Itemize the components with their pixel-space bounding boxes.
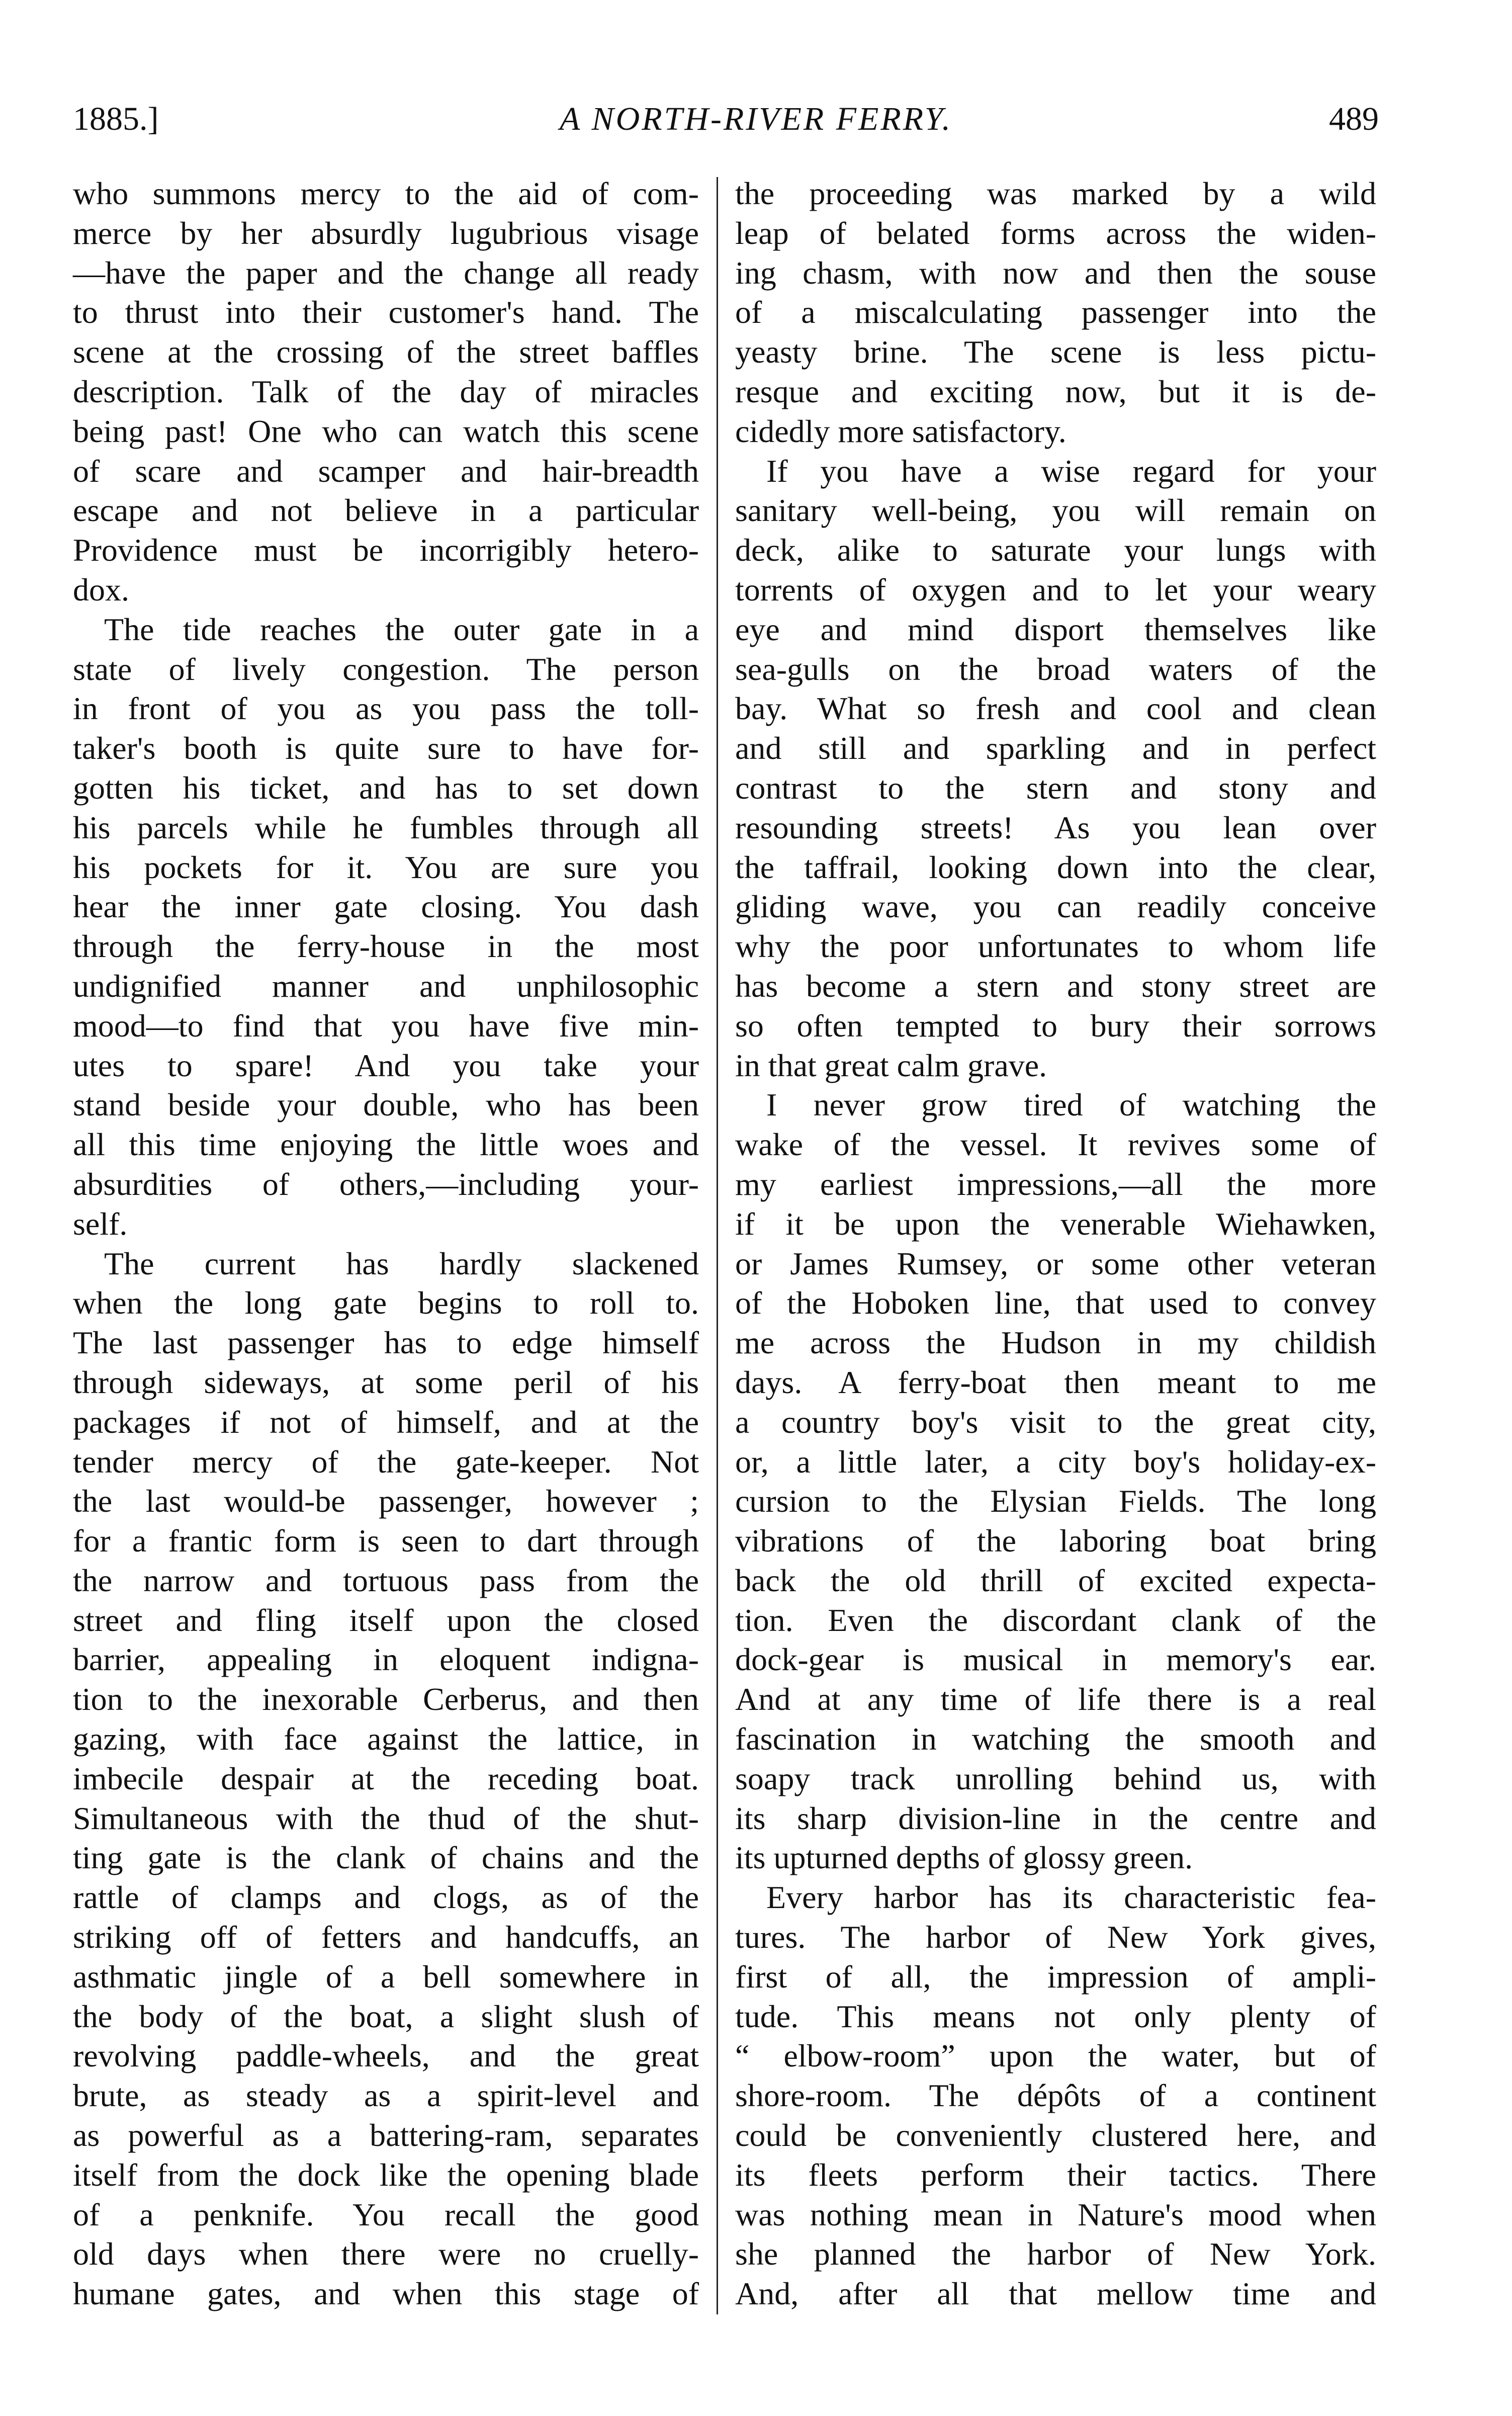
text-line: imbecile despair at the receding boat. bbox=[73, 1760, 699, 1796]
text-line: his pockets for it. You are sure you bbox=[73, 849, 699, 885]
text-line: back the old thrill of excited expecta- bbox=[735, 1562, 1376, 1598]
text-line: gazing, with face against the lattice, in bbox=[73, 1721, 699, 1757]
text-line: scene at the crossing of the street baffles bbox=[73, 334, 699, 370]
text-line: resque and exciting now, but it is de- bbox=[735, 373, 1376, 409]
text-line: days. A ferry-boat then meant to me bbox=[735, 1364, 1376, 1400]
text-line: my earliest impressions,—all the more bbox=[735, 1166, 1376, 1202]
text-line: who summons mercy to the aid of com- bbox=[73, 176, 699, 211]
text-line: striking off of fetters and handcuffs, an bbox=[73, 1919, 699, 1955]
text-line: first of all, the impression of ampli- bbox=[735, 1958, 1376, 1995]
text-line: gliding wave, you can readily conceive bbox=[735, 889, 1376, 925]
text-line: I never grow tired of watching the bbox=[766, 1087, 1376, 1123]
text-line: of scare and scamper and hair-breadth bbox=[73, 453, 699, 489]
text-line: street and fling itself upon the closed bbox=[73, 1602, 699, 1638]
text-line: The current has hardly slackened bbox=[104, 1245, 699, 1281]
text-line: sanitary well-being, you will remain on bbox=[735, 492, 1376, 529]
text-line: tender mercy of the gate-keeper. Not bbox=[73, 1443, 699, 1480]
text-line: undignified manner and unphilosophic bbox=[73, 968, 699, 1004]
text-line: If you have a wise regard for your bbox=[766, 453, 1376, 489]
text-line: hear the inner gate closing. You dash bbox=[73, 889, 699, 925]
text-line: wake of the vessel. It revives some of bbox=[735, 1127, 1376, 1163]
text-line: sea-gulls on the broad waters of the bbox=[735, 651, 1376, 687]
text-line: she planned the harbor of New York. bbox=[735, 2236, 1376, 2272]
text-line: the taffrail, looking down into the clear, bbox=[735, 849, 1376, 885]
text-line: self. bbox=[73, 1205, 128, 1242]
text-line: utes to spare! And you take your bbox=[73, 1047, 699, 1083]
text-line: deck, alike to saturate your lungs with bbox=[735, 532, 1376, 568]
text-line: absurdities of others,—including your- bbox=[73, 1166, 699, 1202]
text-line: eye and mind disport themselves like bbox=[735, 611, 1376, 647]
text-line: And, after all that mellow time and bbox=[735, 2276, 1376, 2312]
text-line: —have the paper and the change all ready bbox=[73, 254, 699, 291]
text-line: so often tempted to bury their sorrows bbox=[735, 1007, 1376, 1044]
text-line: The last passenger has to edge himself bbox=[73, 1325, 699, 1361]
text-line: and still and sparkling and in perfect bbox=[735, 730, 1376, 766]
text-line: could be conveniently clustered here, and bbox=[735, 2117, 1376, 2153]
running-head-title: A NORTH-RIVER FERRY. bbox=[560, 101, 952, 137]
text-line: dock-gear is musical in memory's ear. bbox=[735, 1642, 1376, 1678]
text-line: of the Hoboken line, that used to convey bbox=[735, 1285, 1376, 1321]
text-line: or, a little later, a city boy's holiday-ex- bbox=[735, 1443, 1376, 1480]
running-head-year: 1885.] bbox=[73, 101, 159, 137]
text-line: why the poor unfortunates to whom life bbox=[735, 928, 1376, 965]
text-column-right bbox=[735, 174, 1376, 2314]
text-line: when the long gate begins to roll to. bbox=[73, 1285, 699, 1321]
text-line: And at any time of life there is a real bbox=[735, 1681, 1376, 1717]
text-line: mood—to find that you have five min- bbox=[73, 1007, 699, 1044]
text-line: through sideways, at some peril of his bbox=[73, 1364, 699, 1400]
text-line: yeasty brine. The scene is less pictu- bbox=[735, 334, 1376, 370]
text-line: his parcels while he fumbles through all bbox=[73, 809, 699, 845]
text-line: gotten his ticket, and has to set down bbox=[73, 769, 699, 806]
text-line: in that great calm grave. bbox=[735, 1047, 1047, 1083]
text-line: fascination in watching the smooth and bbox=[735, 1721, 1376, 1757]
text-line: resounding streets! As you lean over bbox=[735, 809, 1376, 845]
text-line: rattle of clamps and clogs, as of the bbox=[73, 1879, 699, 1916]
text-line: shore-room. The dépôts of a continent bbox=[735, 2078, 1376, 2114]
text-line: asthmatic jingle of a bell somewhere in bbox=[73, 1958, 699, 1995]
text-line: barrier, appealing in eloquent indigna- bbox=[73, 1642, 699, 1678]
text-line: soapy track unrolling behind us, with bbox=[735, 1760, 1376, 1796]
text-line: merce by her absurdly lugubrious visage bbox=[73, 215, 699, 251]
text-line: a country boy's visit to the great city, bbox=[735, 1404, 1376, 1440]
text-line: all this time enjoying the little woes and bbox=[73, 1127, 699, 1163]
text-line: the narrow and tortuous pass from the bbox=[73, 1562, 699, 1598]
text-line: taker's booth is quite sure to have for- bbox=[73, 730, 699, 766]
text-line: humane gates, and when this stage of bbox=[73, 2276, 699, 2312]
text-line: brute, as steady as a spirit-level and bbox=[73, 2078, 699, 2114]
text-line: in front of you as you pass the toll- bbox=[73, 691, 699, 727]
text-line: Providence must be incorrigibly hetero- bbox=[73, 532, 699, 568]
text-line: Simultaneous with the thud of the shut- bbox=[73, 1800, 699, 1836]
text-line: ing chasm, with now and then the souse bbox=[735, 254, 1376, 291]
text-line: torrents of oxygen and to let your weary bbox=[735, 571, 1376, 608]
text-line: tion. Even the discordant clank of the bbox=[735, 1602, 1376, 1638]
text-line: description. Talk of the day of miracles bbox=[73, 373, 699, 409]
text-line: itself from the dock like the opening blade bbox=[73, 2156, 699, 2193]
text-line: me across the Hudson in my childish bbox=[735, 1325, 1376, 1361]
text-line: leap of belated forms across the widen- bbox=[735, 215, 1376, 251]
text-line: vibrations of the laboring boat bring bbox=[735, 1523, 1376, 1559]
text-line: the body of the boat, a slight slush of bbox=[73, 1998, 699, 2034]
text-line: old days when there were no cruelly- bbox=[73, 2236, 699, 2272]
text-line: The tide reaches the outer gate in a bbox=[104, 611, 699, 647]
page-number: 489 bbox=[1329, 101, 1379, 137]
text-line: being past! One who can watch this scene bbox=[73, 413, 699, 449]
text-line: cidedly more satisfactory. bbox=[735, 413, 1066, 449]
text-line: its sharp division-line in the centre and bbox=[735, 1800, 1376, 1836]
text-line: tude. This means not only plenty of bbox=[735, 1998, 1376, 2034]
text-column-left bbox=[73, 174, 699, 2314]
text-line: dox. bbox=[73, 571, 129, 608]
text-line: its upturned depths of glossy green. bbox=[735, 1840, 1193, 1876]
text-line: ting gate is the clank of chains and the bbox=[73, 1840, 699, 1876]
text-line: through the ferry-house in the most bbox=[73, 928, 699, 965]
text-line: for a frantic form is seen to dart through bbox=[73, 1523, 699, 1559]
text-line: revolving paddle-wheels, and the great bbox=[73, 2038, 699, 2074]
text-line: cursion to the Elysian Fields. The long bbox=[735, 1483, 1376, 1519]
text-line: tion to the inexorable Cerberus, and then bbox=[73, 1681, 699, 1717]
text-line: packages if not of himself, and at the bbox=[73, 1404, 699, 1440]
text-line: “ elbow-room” upon the water, but of bbox=[735, 2038, 1376, 2074]
text-line: of a penknife. You recall the good bbox=[73, 2196, 699, 2232]
text-line: of a miscalculating passenger into the bbox=[735, 294, 1376, 330]
column-divider bbox=[717, 177, 718, 2314]
text-line: the proceeding was marked by a wild bbox=[735, 176, 1376, 211]
text-line: its fleets perform their tactics. There bbox=[735, 2156, 1376, 2193]
text-line: state of lively congestion. The person bbox=[73, 651, 699, 687]
text-line: tures. The harbor of New York gives, bbox=[735, 1919, 1376, 1955]
text-line: was nothing mean in Nature's mood when bbox=[735, 2196, 1376, 2232]
text-line: bay. What so fresh and cool and clean bbox=[735, 691, 1376, 727]
text-line: escape and not believe in a particular bbox=[73, 492, 699, 529]
text-line: if it be upon the venerable Wiehawken, bbox=[735, 1205, 1376, 1242]
text-line: to thrust into their customer's hand. The bbox=[73, 294, 699, 330]
text-line: or James Rumsey, or some other veteran bbox=[735, 1245, 1376, 1281]
text-line: Every harbor has its characteristic fea- bbox=[766, 1879, 1376, 1916]
text-line: has become a stern and stony street are bbox=[735, 968, 1376, 1004]
text-line: stand beside your double, who has been bbox=[73, 1087, 699, 1123]
text-line: as powerful as a battering-ram, separates bbox=[73, 2117, 699, 2153]
text-line: the last would-be passenger, however ; bbox=[73, 1483, 699, 1519]
text-line: contrast to the stern and stony and bbox=[735, 769, 1376, 806]
